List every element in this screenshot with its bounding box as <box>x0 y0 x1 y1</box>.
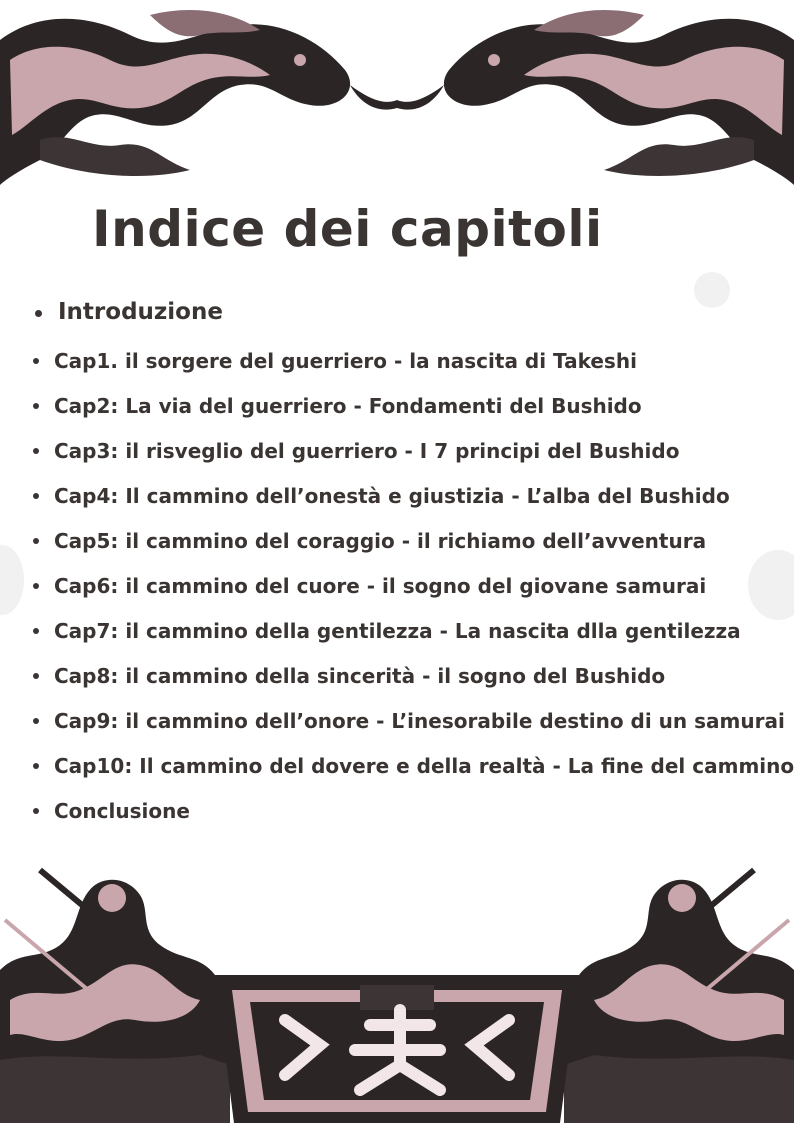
bullet-icon <box>33 718 39 724</box>
bullet-icon <box>33 358 39 364</box>
toc-item-cap5 <box>54 529 706 553</box>
toc-item-label: Cap4: Il cammino dell’onestà e giustizia - L’alba del Bushido <box>54 484 730 508</box>
toc-item-cap6 <box>54 574 706 598</box>
bullet-icon <box>33 673 39 679</box>
toc-item-label: Cap9: il cammino dell’onore - L’inesorabile destino di un samurai <box>54 709 785 733</box>
bullet-icon <box>33 403 39 409</box>
toc-item-label: Cap5: il cammino del coraggio - il richiamo dell’avventura <box>54 529 707 553</box>
toc-item-label: Cap1. il sorgere del guerriero - la nascita di Takeshi <box>54 349 637 373</box>
toc-item-label: Cap2: La via del guerriero - Fondamenti del Bushido <box>54 394 642 418</box>
bullet-icon <box>33 628 39 634</box>
toc-item-cap9 <box>54 709 785 733</box>
page-title: Indice dei capitoli <box>92 200 603 258</box>
top-ornament-icon <box>0 0 794 190</box>
toc-item-label: Conclusione <box>54 799 190 823</box>
bullet-icon <box>33 493 39 499</box>
bullet-icon <box>33 763 39 769</box>
left-warrior-icon <box>0 870 230 1123</box>
toc-item-label: Cap6: il cammino del cuore - il sogno del giovane samurai <box>54 574 707 598</box>
bottom-ornament-icon <box>0 850 794 1123</box>
bullet-icon <box>33 448 39 454</box>
bullet-icon <box>33 538 39 544</box>
bullet-icon <box>35 310 42 317</box>
toc-item-cap1 <box>54 349 637 373</box>
toc-item-cap10 <box>54 754 794 778</box>
bullet-icon <box>33 808 39 814</box>
toc-item-cap8 <box>54 664 665 688</box>
toc-item-label: Cap8: il cammino della sincerità - il sogno del Bushido <box>54 664 666 688</box>
decor-blob <box>694 272 730 308</box>
toc-item-introduzione <box>58 300 223 324</box>
right-warrior-icon <box>564 870 794 1123</box>
decor-blob <box>0 545 24 615</box>
toc-item-cap2 <box>54 394 642 418</box>
central-crest-icon <box>215 975 579 1123</box>
toc-item-cap7 <box>54 619 741 643</box>
bullet-icon <box>33 583 39 589</box>
toc-item-label: Cap7: il cammino della gentilezza - La nascita dlla gentilezza <box>54 619 741 643</box>
toc-item-conclusione <box>54 799 190 823</box>
decor-blob <box>748 550 794 620</box>
toc-item-label: Cap10: Il cammino del dovere e della realtà - La fine del cammino <box>54 754 794 778</box>
toc-item-cap3 <box>54 439 679 463</box>
toc-item-label: Introduzione <box>58 299 223 325</box>
toc-item-label: Cap3: il risveglio del guerriero - I 7 principi del Bushido <box>54 439 680 463</box>
toc-item-cap4 <box>54 484 730 508</box>
